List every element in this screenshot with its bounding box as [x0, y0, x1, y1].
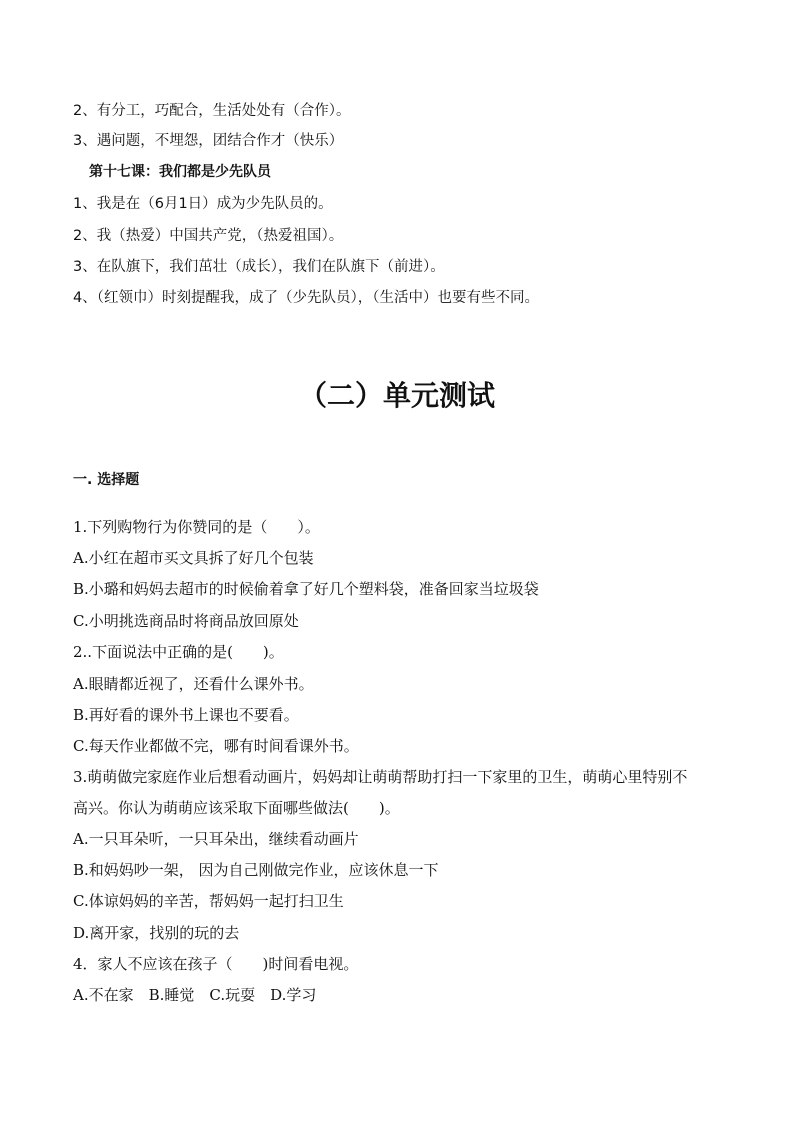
- lesson17-item-3: 3、在队旗下，我们茁壮（成长），我们在队旗下（前进）。: [73, 259, 445, 275]
- unit-test-title: （二）单元测试: [298, 379, 495, 412]
- question-3-stem-line-1: 3.萌萌做完家庭作业后想看动画片，妈妈却让萌萌帮助打扫一下家里的卫生，萌萌心里特别不: [73, 768, 688, 786]
- lesson17-item-4: 4、（红领巾）时刻提醒我，成了（少先队员），（生活中）也要有些不同。: [73, 290, 539, 306]
- question-4-options: A.不在家 B.睡觉 C.玩耍 D.学习: [73, 986, 317, 1004]
- question-3-option-a: A.一只耳朵听，一只耳朵出，继续看动画片: [73, 830, 359, 848]
- question-1-option-a: A.小红在超市买文具拆了好几个包装: [73, 549, 314, 567]
- lesson17-item-1: 1、我是在（6月1日）成为少先队员的。: [73, 196, 333, 212]
- lesson16-item-2: 2、有分工，巧配合，生活处处有（合作）。: [73, 103, 351, 119]
- question-1-stem: 1.下列购物行为你赞同的是（ ）。: [73, 518, 320, 536]
- question-2-option-b: B.再好看的课外书上课也不要看。: [73, 706, 299, 724]
- lesson16-item-3: 3、遇问题，不埋怨，团结合作才（快乐）: [73, 133, 344, 149]
- question-2-option-a: A.眼睛都近视了，还看什么课外书。: [73, 675, 314, 693]
- question-2-option-c: C.每天作业都做不完，哪有时间看课外书。: [73, 737, 359, 755]
- question-1-option-b: B.小璐和妈妈去超市的时候偷着拿了好几个塑料袋，准备回家当垃圾袋: [73, 580, 539, 598]
- question-3-stem-line-2: 高兴。你认为萌萌应该采取下面哪些做法( )。: [73, 799, 400, 817]
- lesson17-item-2: 2、我（热爱）中国共产党，（热爱祖国）。: [73, 228, 344, 244]
- section-heading-choice: 一. 选择题: [73, 472, 140, 488]
- question-2-stem: 2..下面说法中正确的是( )。: [73, 643, 284, 661]
- question-3-option-c: C.体谅妈妈的辛苦，帮妈妈一起打扫卫生: [73, 892, 344, 910]
- question-3-option-d: D.离开家，找别的玩的去: [73, 924, 240, 942]
- question-4-stem: 4．家人不应该在孩子（ )时间看电视。: [73, 955, 359, 973]
- question-3-option-b: B.和妈妈吵一架， 因为自己刚做完作业，应该休息一下: [73, 861, 439, 879]
- question-1-option-c: C.小明挑选商品时将商品放回原处: [73, 612, 299, 630]
- lesson17-heading: 第十七课：我们都是少先队员: [89, 164, 271, 180]
